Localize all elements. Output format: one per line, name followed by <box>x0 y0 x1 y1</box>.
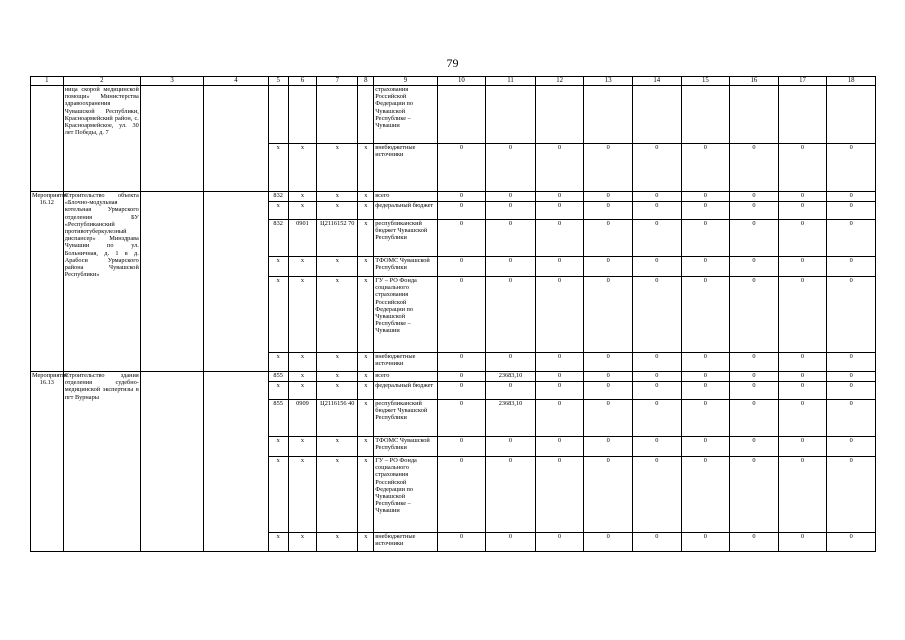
year-value: 0 <box>632 372 681 382</box>
column-number-9: 9 <box>374 77 437 86</box>
year-value: 0 <box>486 220 536 257</box>
expense-group-code: x <box>358 437 374 457</box>
year-value: 0 <box>778 372 827 382</box>
year-value: 0 <box>778 257 827 277</box>
grbs-code: x <box>268 353 288 372</box>
year-value: 0 <box>437 353 486 372</box>
year-value: 0 <box>584 257 633 277</box>
year-value: 0 <box>730 400 779 437</box>
target-article-code: x <box>317 382 358 400</box>
year-value: 0 <box>486 277 536 353</box>
responsible-cell <box>140 192 203 372</box>
year-value: 0 <box>730 533 779 552</box>
measure-name: Строительство здания отделения судебно-медицинской экспертизы в пгт Вурнары <box>63 372 140 552</box>
year-value: 0 <box>827 372 876 382</box>
year-value: 0 <box>778 533 827 552</box>
grbs-code: x <box>268 257 288 277</box>
year-value: 0 <box>535 192 584 202</box>
funding-source: ТФОМС Чувашской Республики <box>374 437 437 457</box>
target-article-code: x <box>317 437 358 457</box>
year-value: 0 <box>827 277 876 353</box>
year-value: 0 <box>584 400 633 437</box>
year-value: 0 <box>535 202 584 220</box>
expense-group-code: x <box>358 220 374 257</box>
year-value: 0 <box>730 192 779 202</box>
year-value: 0 <box>632 353 681 372</box>
grbs-code: x <box>268 533 288 552</box>
year-value: 0 <box>486 144 536 192</box>
column-number-1: 1 <box>31 77 64 86</box>
year-value: 0 <box>535 437 584 457</box>
year-value: 0 <box>486 202 536 220</box>
year-value: 0 <box>486 533 536 552</box>
expense-group-code: x <box>358 192 374 202</box>
year-value: 0 <box>584 220 633 257</box>
expense-group-code: x <box>358 144 374 192</box>
year-value: 0 <box>827 533 876 552</box>
expense-group-code: x <box>358 277 374 353</box>
year-value: 0 <box>535 277 584 353</box>
year-value: 23683,10 <box>486 400 536 437</box>
year-value: 0 <box>632 257 681 277</box>
target-article-code: x <box>317 144 358 192</box>
section-code: x <box>288 437 317 457</box>
target-article-code: Ц2116152 70 <box>317 220 358 257</box>
section-code: x <box>288 372 317 382</box>
section-code: x <box>288 457 317 533</box>
column-number-8: 8 <box>358 77 374 86</box>
column-number-2: 2 <box>63 77 140 86</box>
year-value: 0 <box>681 202 730 220</box>
column-number-12: 12 <box>535 77 584 86</box>
section-code: 0901 <box>288 220 317 257</box>
funding-source: ТФОМС Чувашской Республики <box>374 257 437 277</box>
year-value <box>778 86 827 144</box>
year-value: 0 <box>584 144 633 192</box>
funding-source: всего <box>374 372 437 382</box>
target-article-code: x <box>317 202 358 220</box>
year-value: 0 <box>486 257 536 277</box>
section-code: x <box>288 382 317 400</box>
column-number-row <box>31 77 876 86</box>
year-value: 0 <box>486 437 536 457</box>
year-value: 0 <box>730 372 779 382</box>
year-value: 0 <box>681 382 730 400</box>
expense-group-code: x <box>358 533 374 552</box>
year-value: 0 <box>778 457 827 533</box>
year-value <box>535 86 584 144</box>
year-value: 0 <box>584 372 633 382</box>
coexecutor-cell <box>204 372 268 552</box>
year-value <box>437 86 486 144</box>
expense-group-code <box>358 86 374 144</box>
grbs-code: 832 <box>268 220 288 257</box>
column-number-7: 7 <box>317 77 358 86</box>
section-code: x <box>288 144 317 192</box>
year-value: 0 <box>632 400 681 437</box>
year-value: 0 <box>632 382 681 400</box>
funding-source: республиканский бюджет Чувашской Республики <box>374 400 437 437</box>
year-value: 0 <box>535 533 584 552</box>
year-value: 0 <box>437 382 486 400</box>
year-value <box>486 86 536 144</box>
measure-id: Мероприятие 16.13 <box>31 372 64 552</box>
column-number-5: 5 <box>268 77 288 86</box>
year-value: 0 <box>730 257 779 277</box>
year-value: 0 <box>535 353 584 372</box>
grbs-code: x <box>268 457 288 533</box>
year-value: 0 <box>584 353 633 372</box>
section-code: x <box>288 202 317 220</box>
year-value: 0 <box>486 382 536 400</box>
funding-source: внебюджетные источники <box>374 533 437 552</box>
column-number-4: 4 <box>204 77 268 86</box>
table-row <box>31 372 876 382</box>
year-value: 0 <box>632 144 681 192</box>
grbs-code <box>268 86 288 144</box>
year-value: 0 <box>437 277 486 353</box>
year-value: 0 <box>681 192 730 202</box>
year-value: 0 <box>632 437 681 457</box>
year-value: 0 <box>827 400 876 437</box>
year-value: 0 <box>437 192 486 202</box>
target-article-code: x <box>317 533 358 552</box>
year-value: 0 <box>632 202 681 220</box>
grbs-code: 832 <box>268 192 288 202</box>
year-value: 0 <box>778 400 827 437</box>
year-value: 0 <box>827 257 876 277</box>
section-code: x <box>288 257 317 277</box>
target-article-code: Ц2116156 40 <box>317 400 358 437</box>
year-value: 0 <box>778 202 827 220</box>
expense-group-code: x <box>358 353 374 372</box>
year-value: 0 <box>681 457 730 533</box>
year-value: 0 <box>437 144 486 192</box>
funding-source: республиканский бюджет Чувашской Республики <box>374 220 437 257</box>
target-article-code: x <box>317 257 358 277</box>
year-value: 0 <box>584 192 633 202</box>
target-article-code <box>317 86 358 144</box>
year-value: 0 <box>778 220 827 257</box>
year-value: 0 <box>827 192 876 202</box>
page-number: 79 <box>446 56 459 70</box>
expense-group-code: x <box>358 457 374 533</box>
year-value: 0 <box>778 437 827 457</box>
program-table <box>30 76 876 552</box>
year-value: 0 <box>681 353 730 372</box>
measure-name: ница скорой медицинской помощи» Министерства здравоохранения Чувашской Республики, Красноармейский район, с. Красноармейское, ул. 30 лет Победы, д. 7 <box>63 86 140 192</box>
year-value: 0 <box>535 144 584 192</box>
year-value: 0 <box>681 533 730 552</box>
funding-source: внебюджетные источники <box>374 353 437 372</box>
measure-id <box>31 86 64 192</box>
year-value: 0 <box>437 220 486 257</box>
year-value: 0 <box>584 277 633 353</box>
year-value: 0 <box>584 437 633 457</box>
grbs-code: x <box>268 202 288 220</box>
year-value: 0 <box>827 202 876 220</box>
year-value: 0 <box>681 400 730 437</box>
funding-source: страхования Российской Федерации по Чувашской Республике – Чувашии <box>374 86 437 144</box>
expense-group-code: x <box>358 372 374 382</box>
year-value: 0 <box>486 353 536 372</box>
column-number-15: 15 <box>681 77 730 86</box>
funding-source: ГУ – РО Фонда социального страхования Российской Федерации по Чувашской Республике – Чувашии <box>374 457 437 533</box>
year-value: 0 <box>486 457 536 533</box>
table-row <box>31 86 876 144</box>
year-value: 0 <box>437 533 486 552</box>
column-number-10: 10 <box>437 77 486 86</box>
year-value: 0 <box>730 277 779 353</box>
target-article-code: x <box>317 353 358 372</box>
measure-name: Строительство объекта «Блочно-модульная котельная Урмарского отделения БУ «Республиканский противотуберкулезный диспансер» Минздрава Чувашии по ул. Больничная, д. 1 в д. Арабоси Урмарского района Чувашской Республики» <box>63 192 140 372</box>
year-value: 0 <box>681 277 730 353</box>
expense-group-code: x <box>358 400 374 437</box>
year-value: 0 <box>730 382 779 400</box>
year-value: 0 <box>681 372 730 382</box>
responsible-cell <box>140 372 203 552</box>
year-value: 0 <box>778 353 827 372</box>
year-value: 0 <box>584 457 633 533</box>
column-number-13: 13 <box>584 77 633 86</box>
expense-group-code: x <box>358 257 374 277</box>
section-code: x <box>288 277 317 353</box>
target-article-code: x <box>317 457 358 533</box>
column-number-17: 17 <box>778 77 827 86</box>
year-value: 0 <box>681 144 730 192</box>
grbs-code: x <box>268 144 288 192</box>
year-value: 0 <box>778 192 827 202</box>
table-row <box>31 192 876 202</box>
year-value: 0 <box>584 382 633 400</box>
year-value: 0 <box>437 437 486 457</box>
year-value: 0 <box>535 372 584 382</box>
column-number-16: 16 <box>730 77 779 86</box>
section-code: x <box>288 192 317 202</box>
section-code <box>288 86 317 144</box>
year-value <box>730 86 779 144</box>
section-code: x <box>288 353 317 372</box>
year-value: 0 <box>632 457 681 533</box>
target-article-code: x <box>317 372 358 382</box>
section-code: x <box>288 533 317 552</box>
year-value <box>827 86 876 144</box>
year-value: 0 <box>681 257 730 277</box>
year-value: 0 <box>778 277 827 353</box>
grbs-code: x <box>268 437 288 457</box>
year-value: 0 <box>584 533 633 552</box>
funding-source: федеральный бюджет <box>374 382 437 400</box>
grbs-code: x <box>268 277 288 353</box>
year-value: 0 <box>827 353 876 372</box>
column-number-14: 14 <box>632 77 681 86</box>
expense-group-code: x <box>358 202 374 220</box>
year-value: 0 <box>730 220 779 257</box>
grbs-code: 855 <box>268 372 288 382</box>
coexecutor-cell <box>204 192 268 372</box>
year-value: 0 <box>535 257 584 277</box>
year-value <box>681 86 730 144</box>
year-value <box>584 86 633 144</box>
funding-source: всего <box>374 192 437 202</box>
year-value: 0 <box>827 144 876 192</box>
year-value: 0 <box>632 533 681 552</box>
responsible-cell <box>140 86 203 192</box>
funding-source: федеральный бюджет <box>374 202 437 220</box>
column-number-6: 6 <box>288 77 317 86</box>
year-value: 0 <box>730 437 779 457</box>
funding-source: ГУ – РО Фонда социального страхования Российской Федерации по Чувашской Республике – Чувашии <box>374 277 437 353</box>
grbs-code: 855 <box>268 400 288 437</box>
year-value: 0 <box>437 457 486 533</box>
year-value <box>632 86 681 144</box>
expense-group-code: x <box>358 382 374 400</box>
year-value: 0 <box>681 220 730 257</box>
section-code: 0909 <box>288 400 317 437</box>
target-article-code: x <box>317 192 358 202</box>
year-value: 0 <box>827 220 876 257</box>
year-value: 0 <box>681 437 730 457</box>
year-value: 0 <box>632 277 681 353</box>
year-value: 0 <box>827 457 876 533</box>
year-value: 0 <box>778 382 827 400</box>
target-article-code: x <box>317 277 358 353</box>
coexecutor-cell <box>204 86 268 192</box>
year-value: 0 <box>827 437 876 457</box>
column-number-3: 3 <box>140 77 203 86</box>
year-value: 23683,10 <box>486 372 536 382</box>
year-value: 0 <box>632 192 681 202</box>
funding-source: внебюджетные источники <box>374 144 437 192</box>
year-value: 0 <box>584 202 633 220</box>
year-value: 0 <box>827 382 876 400</box>
year-value: 0 <box>632 220 681 257</box>
grbs-code: x <box>268 382 288 400</box>
year-value: 0 <box>486 192 536 202</box>
year-value: 0 <box>437 202 486 220</box>
measure-id: Мероприятие 16.12 <box>31 192 64 372</box>
table-body <box>31 86 876 552</box>
year-value: 0 <box>730 144 779 192</box>
year-value: 0 <box>535 382 584 400</box>
year-value: 0 <box>437 400 486 437</box>
year-value: 0 <box>535 400 584 437</box>
year-value: 0 <box>535 220 584 257</box>
year-value: 0 <box>730 353 779 372</box>
column-number-11: 11 <box>486 77 536 86</box>
year-value: 0 <box>437 372 486 382</box>
year-value: 0 <box>730 202 779 220</box>
column-number-18: 18 <box>827 77 876 86</box>
year-value: 0 <box>535 457 584 533</box>
year-value: 0 <box>437 257 486 277</box>
year-value: 0 <box>778 144 827 192</box>
year-value: 0 <box>730 457 779 533</box>
